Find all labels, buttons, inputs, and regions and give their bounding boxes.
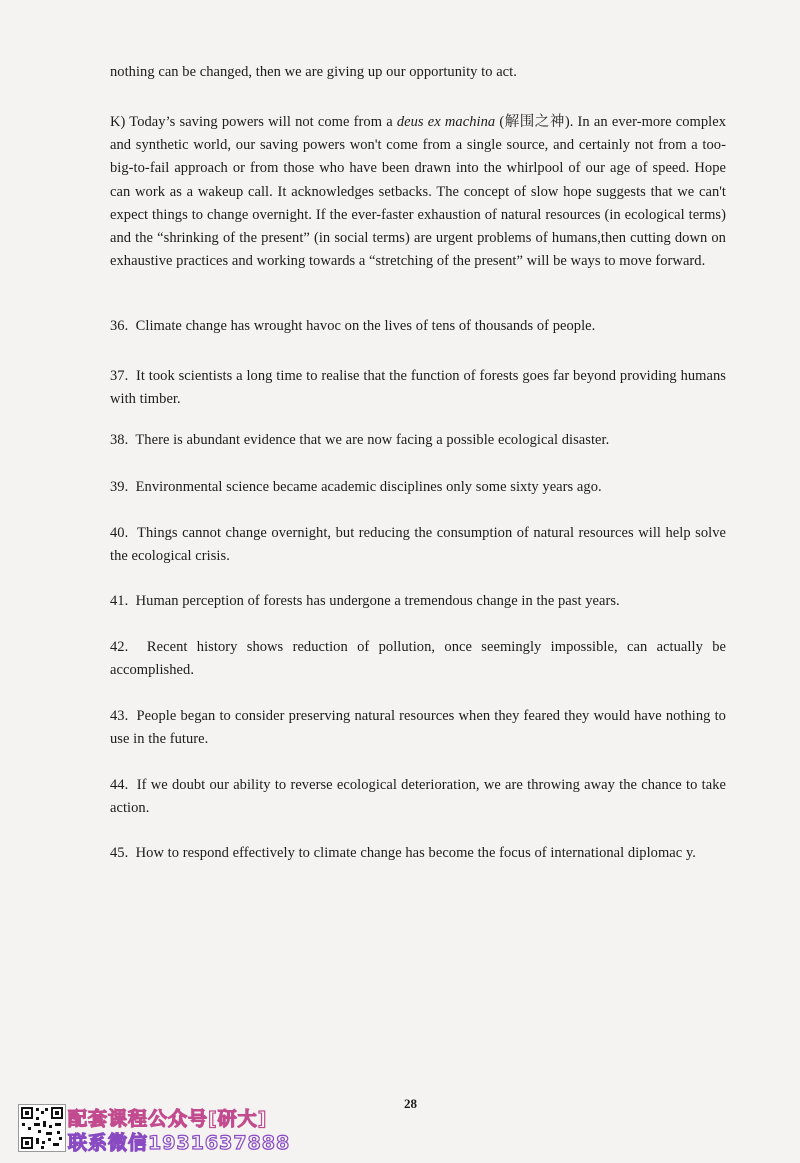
question-text: Environmental science became academic disciplines only some sixty years ago.	[135, 479, 602, 495]
page-number: 28	[404, 1096, 417, 1111]
question-text: If we doubt our ability to reverse ecological deterioration, we are throwing away the chance to take action.	[110, 777, 726, 816]
question-number: 45.	[110, 845, 129, 861]
question-44	[110, 774, 726, 820]
question-42	[110, 636, 726, 682]
question-text: It took scientists a long time to realise that the function of forests goes far beyond providing humans with timber.	[110, 368, 726, 407]
question-41	[110, 590, 726, 613]
question-36	[110, 315, 726, 338]
intro-line	[110, 61, 726, 84]
question-number: 44.	[110, 777, 129, 793]
paragraph-k-italic: deus ex machina	[396, 114, 496, 130]
paragraph-k-body: (解围之神). In an ever-more complex and synthetic world, our saving powers won't come from a single source, and certainly not from a too-big-to-fail approach or from those who have been drawn into the whirlpool of our age of speed. Hope can work as a wakeup call. It acknowledges setbacks. The concept of slow hope suggests that we can't expect things to change overnight. If the ever-faster exhaustion of natural resources (in ecological terms) and the “shrinking of the present” (in social terms) are urgent problems of humans,then cutting down on exhaustive practices and working towards a “stretching of the present” will be ways to move forward.	[110, 114, 726, 270]
question-text: How to respond effectively to climate change has become the focus of international diplomac y.	[135, 845, 696, 861]
qr-code-icon	[18, 1104, 66, 1152]
question-number: 41.	[110, 593, 129, 609]
paragraph-k-lead: K) Today’s saving powers will not come from a	[110, 114, 397, 130]
question-40	[110, 522, 726, 568]
watermark	[18, 1104, 318, 1154]
question-number: 40.	[110, 525, 129, 541]
question-43	[110, 705, 726, 751]
question-text: Human perception of forests has undergone a tremendous change in the past years.	[135, 593, 620, 609]
watermark-line-1: 配套课程公众号[研大]	[68, 1108, 268, 1130]
paragraph-k	[110, 111, 726, 273]
question-38	[110, 429, 726, 452]
question-text: People began to consider preserving natural resources when they feared they would have nothing to use in the future.	[110, 708, 726, 747]
question-39	[110, 476, 726, 499]
question-text: Climate change has wrought havoc on the lives of tens of thousands of people.	[135, 318, 596, 334]
question-text: Things cannot change overnight, but reducing the consumption of natural resources will help solve the ecological crisis.	[110, 525, 726, 564]
question-number: 39.	[110, 479, 129, 495]
question-text: Recent history shows reduction of pollution, once seemingly impossible, can actually be accomplished.	[110, 639, 726, 678]
question-number: 43.	[110, 708, 129, 724]
intro-line-text: nothing can be changed, then we are giving up our opportunity to act.	[110, 64, 517, 80]
watermark-line-2: 联系微信1931637888	[68, 1132, 291, 1154]
question-number: 37.	[110, 368, 129, 384]
question-text: There is abundant evidence that we are now facing a possible ecological disaster.	[135, 432, 610, 448]
question-number: 42.	[110, 639, 129, 655]
question-45	[110, 842, 726, 865]
question-number: 36.	[110, 318, 129, 334]
question-number: 38.	[110, 432, 129, 448]
question-37	[110, 365, 726, 411]
